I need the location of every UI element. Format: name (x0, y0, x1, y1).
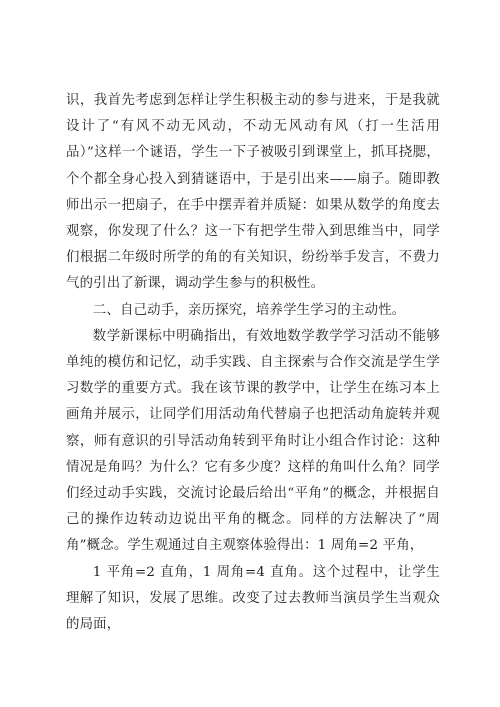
body-paragraph-1: 识，我首先考虑到怎样让学生积极主动的参与进来，于是我就设计了“有风不动无风动，不动无风动有风（打一生活用品）”这样一个谜语，学生一下子被吸引到课堂上，抓耳挠腮，个个都全身心投入到猜谜语中，于是引出来——扇子。随即教师出示一把扇子，在手中摆弄着并质疑：如果从数学的角度去观察，你发现了什么？这一下有把学生带入到思维当中，同学们根据二年级时所学的角的有关知识，纷纷举手发言，不费力气的引出了新课，调动学生参与的积极性。 (66, 93, 440, 292)
body-paragraph-4: 1 平角=2 直角，1 周角=4 直角。这个过程中，让学生理解了知识，发展了思维。改变了过去教师当演员学生当观众的局面， (66, 564, 440, 633)
section-heading-2: 二、自己动手，亲历探究，培养学生学习的主动性。 (92, 302, 406, 318)
body-paragraph-3: 数学新课标中明确指出，有效地数学教学学习活动不能够单纯的模仿和记忆，动手实践、自主探索与合作交流是学生学习数学的重要方式。我在该节课的教学中，让学生在练习本上画角并展示，让同学们用活动角代替扇子也把活动角旋转并观察，师有意识的引导活动角转到平角时让小组合作讨论：这种情况是角吗？为什么？它有多少度？这样的角叫什么角？同学们经过动手实践，交流讨论最后给出“平角”的概念，并根据自己的操作边转动边说出平角的概念。同样的方法解决了“周角”概念。学生观通过自主观察体验得出：1 周角=2 平角， (66, 328, 440, 554)
document-body (66, 88, 440, 638)
